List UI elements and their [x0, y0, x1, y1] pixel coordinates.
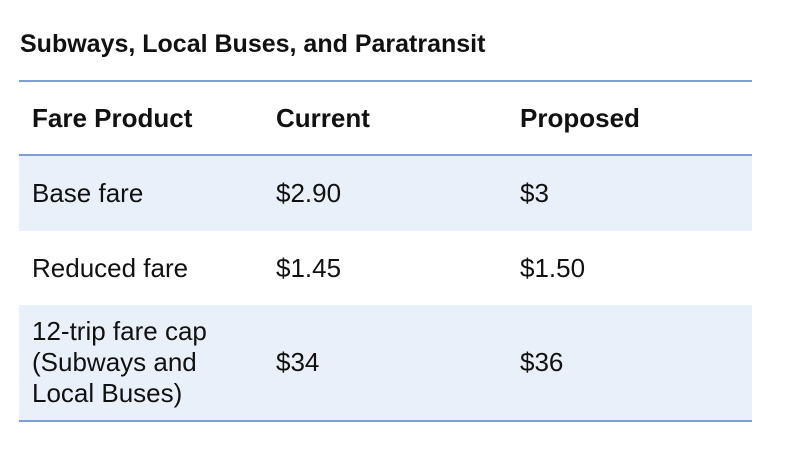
table-row	[19, 155, 752, 231]
cell-proposed: $3	[520, 178, 549, 208]
cell-fare-product: Base fare	[32, 178, 144, 208]
cell-proposed: $1.50	[520, 252, 586, 283]
header-current: Current	[276, 102, 370, 133]
header-proposed: Proposed	[520, 102, 640, 133]
table-body	[19, 155, 752, 421]
cell-fare-product	[19, 305, 263, 421]
header-row	[19, 81, 752, 155]
cell-current: $1.45	[276, 252, 342, 283]
header-fare-product: Fare Product	[32, 102, 193, 133]
cell-fare-product-text: 12-trip fare cap (Subways and Local Buses)	[32, 316, 207, 408]
table-header	[19, 81, 752, 155]
table-row	[19, 231, 752, 305]
fare-table	[19, 80, 752, 422]
cell-current: $2.90	[276, 178, 342, 208]
cell-proposed: $36	[520, 347, 564, 377]
table-title: Subways, Local Buses, and Paratransit	[20, 30, 486, 58]
cell-fare-product: Reduced fare	[32, 252, 189, 283]
cell-current: $34	[276, 347, 320, 377]
table-row	[19, 305, 752, 421]
